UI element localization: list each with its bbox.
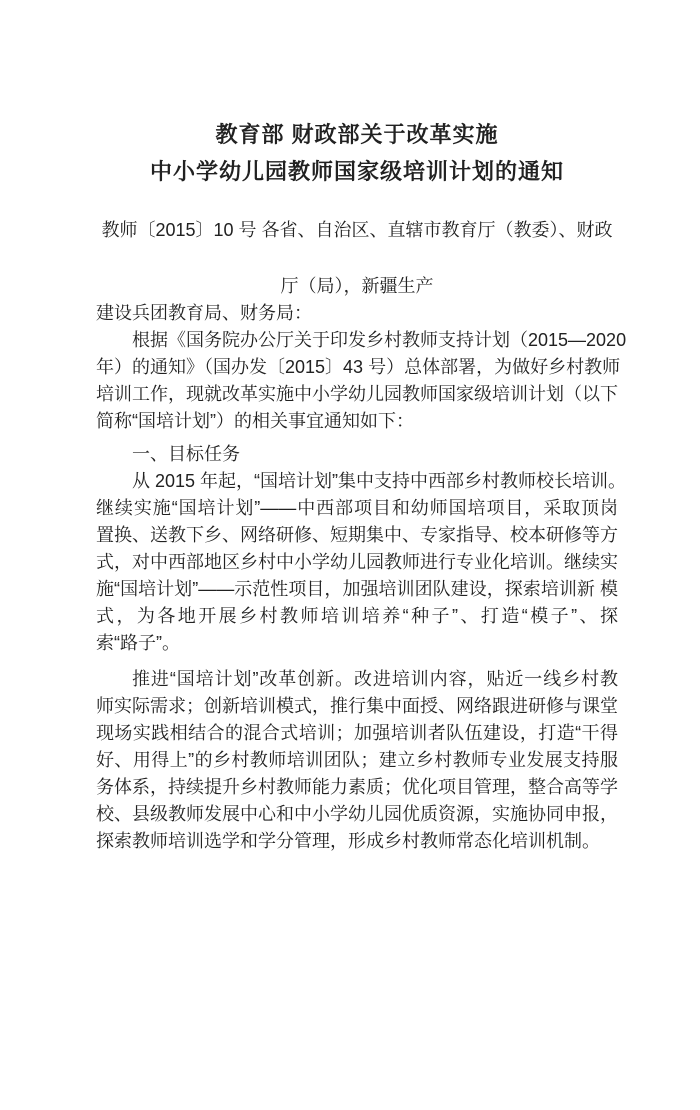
paragraph-line: 务体系，持续提升乡村教师能力素质；优化项目管理，整合高等学 — [96, 777, 618, 797]
title-line-1: 教育部 财政部关于改革实施 — [215, 122, 499, 147]
paragraph-line: 索“路子”。 — [96, 633, 180, 653]
doc-number-line: 教师〔2015〕10 号 各省、自治区、直辖市教育厅（教委）、财政 — [101, 220, 613, 240]
doc-number-continuation: 厅（局），新疆生产 — [280, 276, 434, 296]
document-page — [0, 116, 700, 1110]
document-title — [96, 116, 618, 190]
paragraph-line: 置换、送教下乡、网络研修、短期集中、专家指导、校本研修等方 — [96, 525, 618, 545]
paragraph-reform — [96, 666, 618, 855]
paragraph-line: 校、县级教师发展中心和中小学幼儿园优质资源，实施协同申报， — [96, 804, 618, 824]
paragraph-line: 现场实践相结合的混合式培训；加强培训者队伍建设，打造“干得 — [96, 723, 618, 743]
paragraph-tasks — [96, 468, 627, 657]
paragraph-line: 简称“国培计划”）的相关事宜通知如下： — [96, 411, 414, 431]
paragraph-line: 式，对中西部地区乡村中小学幼儿园教师进行专业化培训。继续实 — [96, 552, 618, 572]
paragraph-line: 推进“国培计划”改革创新。改进培训内容，贴近一线乡村教 — [132, 669, 618, 689]
paragraph-line: 年）的通知》（国办发〔2015〕43 号）总体部署，为做好乡村教师 — [96, 357, 621, 377]
paragraph-line: 继续实施“国培计划”——中西部项目和幼师国培项目，采取顶岗 — [96, 498, 618, 518]
paragraph-intro — [96, 327, 627, 435]
paragraph-line: 根据《国务院办公厅关于印发乡村教师支持计划（2015—2020 — [132, 330, 627, 350]
paragraph-line: 培训工作，现就改革实施中小学幼儿园教师国家级培训计划（以下 — [96, 384, 618, 404]
title-line-2: 中小学幼儿园教师国家级培训计划的通知 — [149, 159, 564, 184]
paragraph-line: 施“国培计划”——示范性项目，加强培训团队建设，探索培训新 模 — [96, 579, 618, 599]
paragraph-line: 好、用得上”的乡村教师培训团队；建立乡村教师专业发展支持服 — [96, 750, 618, 770]
paragraph-line: 师实际需求；创新培训模式，推行集中面授、网络跟进研修与课堂 — [96, 696, 618, 716]
salutation-line: 建设兵团教育局、财务局： — [96, 303, 312, 323]
paragraph-line: 探索教师培训选学和学分管理，形成乡村教师常态化培训机制。 — [96, 831, 600, 851]
document-body — [96, 300, 627, 855]
paragraph-line: 式，为各地开展乡村教师培训培养“种子”、打造“模子”、探 — [96, 606, 618, 626]
paragraph-line: 从 2015 年起，“国培计划”集中支持中西部乡村教师校长培训。 — [132, 471, 627, 491]
section-heading: 一、目标任务 — [132, 444, 240, 464]
